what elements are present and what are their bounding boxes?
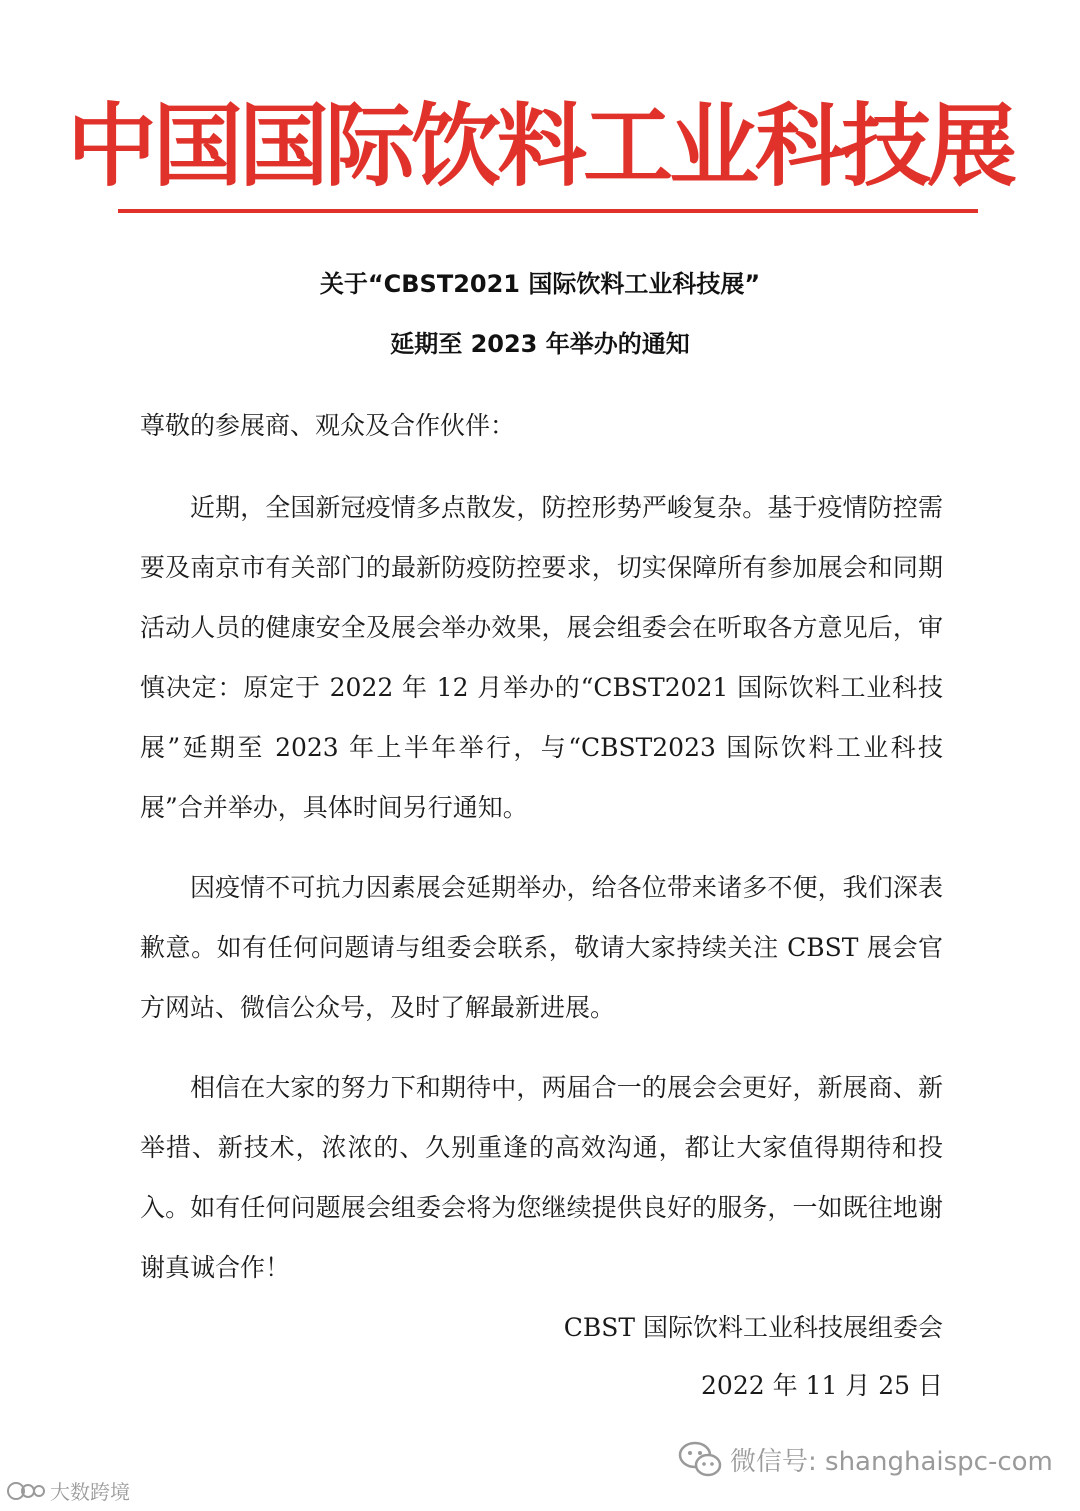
source-watermark <box>6 1476 130 1505</box>
paragraph-1: 近期，全国新冠疫情多点散发，防控形势严峻复杂。基于疫情防控需要及南京市有关部门的最新防疫防控要求，切实保障所有参加展会和同期活动人员的健康安全及展会举办效果，展会组委会在听取各方意见后，审慎决定：原定于 2022 年 12 月举办的“CBST2021 国际饮料工业科技展”延期至 2023 年上半年举行，与“CBST2023 国际饮料工业科技展”合并举办，具体时间另行通知。 <box>140 493 943 822</box>
letterhead-divider <box>118 209 978 213</box>
source-text: 大数跨境 <box>50 1480 130 1504</box>
wechat-icon <box>678 1440 722 1478</box>
letterhead-title: 中国国际饮料工业科技展 <box>67 94 1013 199</box>
salutation: 尊敬的参展商、观众及合作伙伴： <box>140 411 516 440</box>
notice-title-line1: 关于“CBST2021 国际饮料工业科技展” <box>319 270 761 298</box>
wechat-watermark <box>678 1440 1053 1478</box>
paragraph-2: 因疫情不可抗力因素展会延期举办，给各位带来诸多不便，我们深表歉意。如有任何问题请与组委会联系，敬请大家持续关注 CBST 展会官方网站、微信公众号，及时了解最新进展。 <box>140 873 943 1022</box>
badge-icon <box>6 1478 46 1504</box>
wechat-id-text: 微信号: shanghaispc-com <box>730 1446 1053 1477</box>
paragraph-3: 相信在大家的努力下和期待中，两届合一的展会会更好，新展商、新举措、新技术，浓浓的、久别重逢的高效沟通，都让大家值得期待和投入。如有任何问题展会组委会将为您继续提供良好的服务，一如既往地谢谢真诚合作！ <box>140 1073 943 1282</box>
signature: CBST 国际饮料工业科技展组委会 <box>563 1313 943 1342</box>
notice-title-line2: 延期至 2023 年举办的通知 <box>390 330 690 358</box>
signature-date: 2022 年 11 月 25 日 <box>701 1371 943 1400</box>
